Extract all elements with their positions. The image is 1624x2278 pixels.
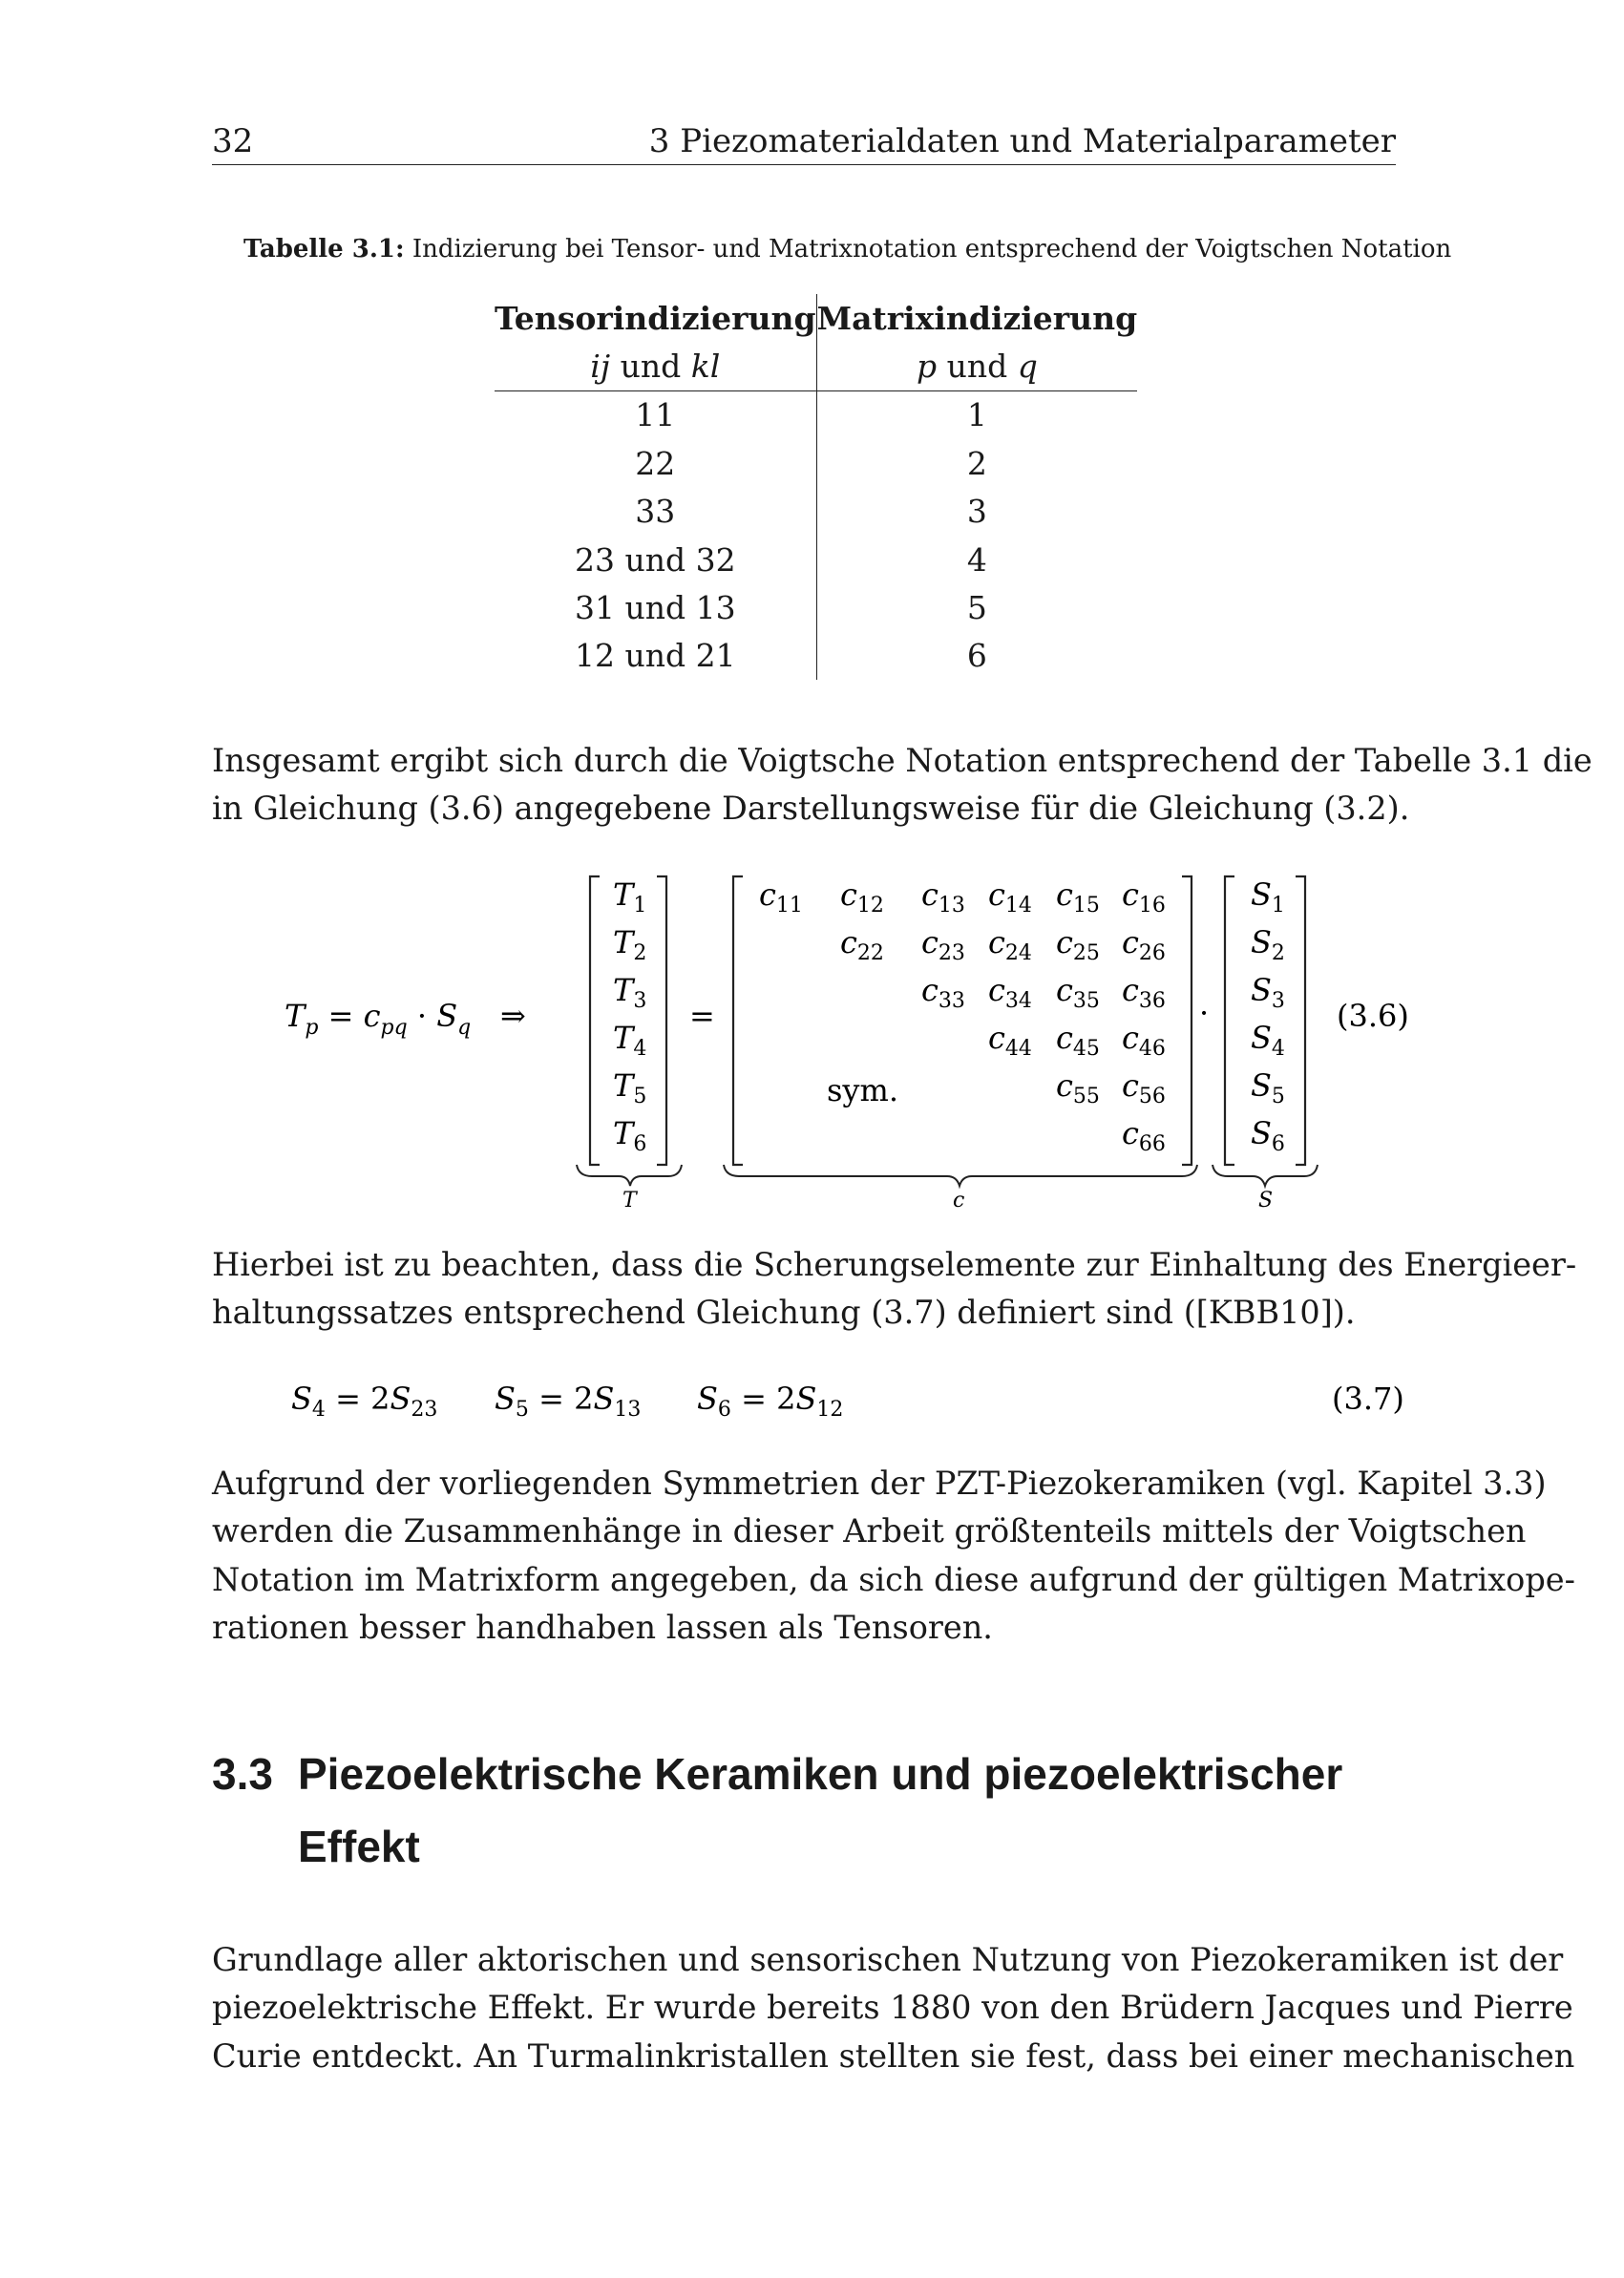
stiffness-coefficient: $c_{23}$ (921, 924, 965, 965)
text-line (212, 1460, 1547, 1508)
c-matrix-left-bracket (733, 876, 743, 1165)
stiffness-coefficient: $c_{24}$ (988, 924, 1032, 965)
c-brace-label: c (953, 1189, 965, 1213)
and-word: und (937, 348, 1018, 386)
equation-3-7 (291, 1381, 843, 1422)
t-vector-left-bracket (590, 876, 600, 1165)
stiffness-coefficient: $c_{35}$ (1056, 972, 1100, 1013)
implies-arrow: ⇒ (500, 998, 526, 1034)
stiffness-coefficient: $c_{26}$ (1122, 924, 1166, 965)
text-line (212, 1556, 1575, 1604)
section-title-text (298, 1738, 1424, 1883)
S-component: $S_4$ (1251, 1020, 1285, 1061)
stiffness-coefficient: $c_{36}$ (1122, 972, 1166, 1013)
equation-number-3-6: (3.6) (1337, 998, 1409, 1034)
s-vector-right-bracket (1296, 876, 1305, 1165)
text-line (212, 1241, 1577, 1289)
section-title-line: Piezoelektrische Keramiken und piezoelektrischer (298, 1749, 1343, 1799)
stiffness-coefficient: $c_{12}$ (840, 876, 884, 918)
T-component: $T_1$ (613, 876, 647, 918)
s-vector-left-bracket (1225, 876, 1234, 1165)
T-component: $T_6$ (613, 1115, 647, 1156)
chapter-title: 3 Piezomaterialdaten und Materialparameter (648, 122, 1396, 160)
index-p: p (916, 348, 938, 386)
matrix-cell: 5 (966, 589, 987, 627)
shear-relation: $S_6 = 2S_{12}$ (697, 1381, 844, 1422)
stiffness-coefficient: $c_{44}$ (988, 1020, 1032, 1061)
s-vector (1251, 876, 1285, 1156)
text-line (212, 1984, 1573, 2032)
text-line: haltungssatzes entsprechend Gleichung (3.7) definiert sind ([KBB10]). (212, 1294, 1356, 1332)
c-matrix-right-bracket (1182, 876, 1192, 1165)
tensor-cell: 12 und 21 (495, 632, 816, 680)
stiffness-coefficient: $c_{34}$ (988, 972, 1032, 1013)
matrix-cell: 4 (966, 540, 987, 579)
stiffness-coefficient: $c_{22}$ (840, 924, 884, 965)
T-component: $T_2$ (613, 924, 647, 965)
section-title-line: Effekt (298, 1822, 420, 1871)
text-line-content: Insgesamt ergibt sich durch die Voigtsche Notation entsprechend der Tabelle 3.1 die (212, 742, 1592, 779)
shear-relation: $S_5 = 2S_{13}$ (495, 1381, 642, 1422)
sym-label: sym. (827, 1072, 899, 1108)
col-header-tensor: Tensorindizierung (495, 294, 816, 342)
stiffness-coefficient: $c_{56}$ (1122, 1067, 1166, 1108)
text-line-content: Grundlage aller aktorischen und sensorischen Nutzung von Piezokeramiken ist der (212, 1941, 1564, 1978)
paragraph-symmetry (212, 1460, 1575, 1652)
stiffness-coefficient: $c_{55}$ (1056, 1067, 1100, 1108)
tensor-cell: 23 und 32 (495, 536, 816, 583)
tensor-cell: 33 (495, 488, 816, 536)
t-vector-right-bracket (657, 876, 666, 1165)
text-line-content: werden die Zusammenhänge in dieser Arbeit größtenteils mittels der Voigtschen (212, 1512, 1527, 1550)
tensor-cell: 11 (495, 390, 816, 439)
T-component: $T_3$ (613, 972, 647, 1013)
paragraph-piezo-effect (212, 1936, 1575, 2080)
text-line-content: Hierbei ist zu beachten, dass die Scherungselemente zur Einhaltung des Energieer- (212, 1246, 1577, 1283)
dot-operator: · (1199, 995, 1210, 1031)
table-caption-text: Indizierung bei Tensor- und Matrixnotation entsprechend der Voigtschen Notation (404, 235, 1452, 264)
stiffness-coefficient: $c_{13}$ (921, 876, 965, 918)
stiffness-coefficient: $c_{33}$ (921, 972, 965, 1013)
text-line-content: Curie entdeckt. An Turmalinkristallen stellten sie fest, dass bei einer mechanischen (212, 2036, 1575, 2075)
S-component: $S_3$ (1251, 972, 1285, 1013)
s-brace-label: S (1258, 1189, 1274, 1213)
and-word: und (610, 348, 691, 386)
index-ij: ij (590, 348, 611, 386)
stiffness-coefficient: $c_{14}$ (988, 876, 1032, 918)
text-line: rationen besser handhaben lassen als Tensoren. (212, 1608, 993, 1646)
matrix-cell: 2 (966, 444, 987, 482)
index-q: q (1017, 348, 1038, 386)
tensor-cell: 22 (495, 439, 816, 487)
page-number: 32 (212, 122, 254, 160)
stiffness-coefficient: $c_{16}$ (1122, 876, 1166, 918)
S-component: $S_5$ (1251, 1067, 1285, 1108)
index-kl: kl (690, 348, 721, 386)
S-component: $S_1$ (1251, 876, 1285, 918)
stiffness-coefficient: $c_{15}$ (1056, 876, 1100, 918)
matrix-cell: 6 (966, 637, 987, 675)
text-line (212, 2033, 1575, 2080)
S-component: $S_6$ (1251, 1115, 1285, 1156)
equation-number-3-7: (3.7) (1332, 1381, 1404, 1417)
text-line (212, 1508, 1527, 1555)
tensor-cell: 31 und 13 (495, 583, 816, 631)
section-number: 3.3 (212, 1749, 273, 1799)
stiffness-coefficient: $c_{46}$ (1122, 1020, 1166, 1061)
col-header-matrix: Matrixindizierung (816, 299, 1138, 337)
t-underbrace (577, 1165, 682, 1186)
equals-sign: = (689, 998, 715, 1034)
text-line: in Gleichung (3.6) angegebene Darstellungsweise für die Gleichung (3.2). (212, 790, 1410, 828)
text-line-content: piezoelektrische Effekt. Er wurde bereits 1880 von den Brüdern Jacques und Pierre (212, 1989, 1573, 2027)
c-matrix (759, 876, 1166, 1156)
matrix-cell: 3 (966, 493, 987, 531)
t-brace-label: T (622, 1189, 637, 1213)
T-component: $T_5$ (613, 1067, 647, 1108)
paragraph-shear-elements (212, 1241, 1577, 1338)
c-underbrace (724, 1165, 1197, 1186)
t-vector (613, 876, 646, 1156)
eq36-lhs: $T_p = c_{pq} \cdot S_q$ (285, 998, 472, 1040)
shear-relation: $S_4 = 2S_{23}$ (291, 1381, 438, 1422)
matrix-cell: 1 (966, 396, 987, 434)
table-caption-label: Tabelle 3.1: (243, 235, 405, 264)
stiffness-coefficient: $c_{25}$ (1056, 924, 1100, 965)
stiffness-coefficient: $c_{45}$ (1056, 1020, 1100, 1061)
s-underbrace (1213, 1165, 1318, 1186)
stiffness-coefficient: $c_{66}$ (1122, 1115, 1166, 1156)
text-line-content: Notation im Matrixform angegeben, da sich diese aufgrund der gültigen Matrixope- (212, 1560, 1575, 1598)
text-line-content: Aufgrund der vorliegenden Symmetrien der PZT-Piezokeramiken (vgl. Kapitel 3.3) (212, 1465, 1547, 1502)
stiffness-coefficient: $c_{11}$ (759, 876, 803, 918)
S-component: $S_2$ (1251, 924, 1285, 965)
T-component: $T_4$ (613, 1020, 647, 1061)
text-line (212, 1936, 1564, 1984)
